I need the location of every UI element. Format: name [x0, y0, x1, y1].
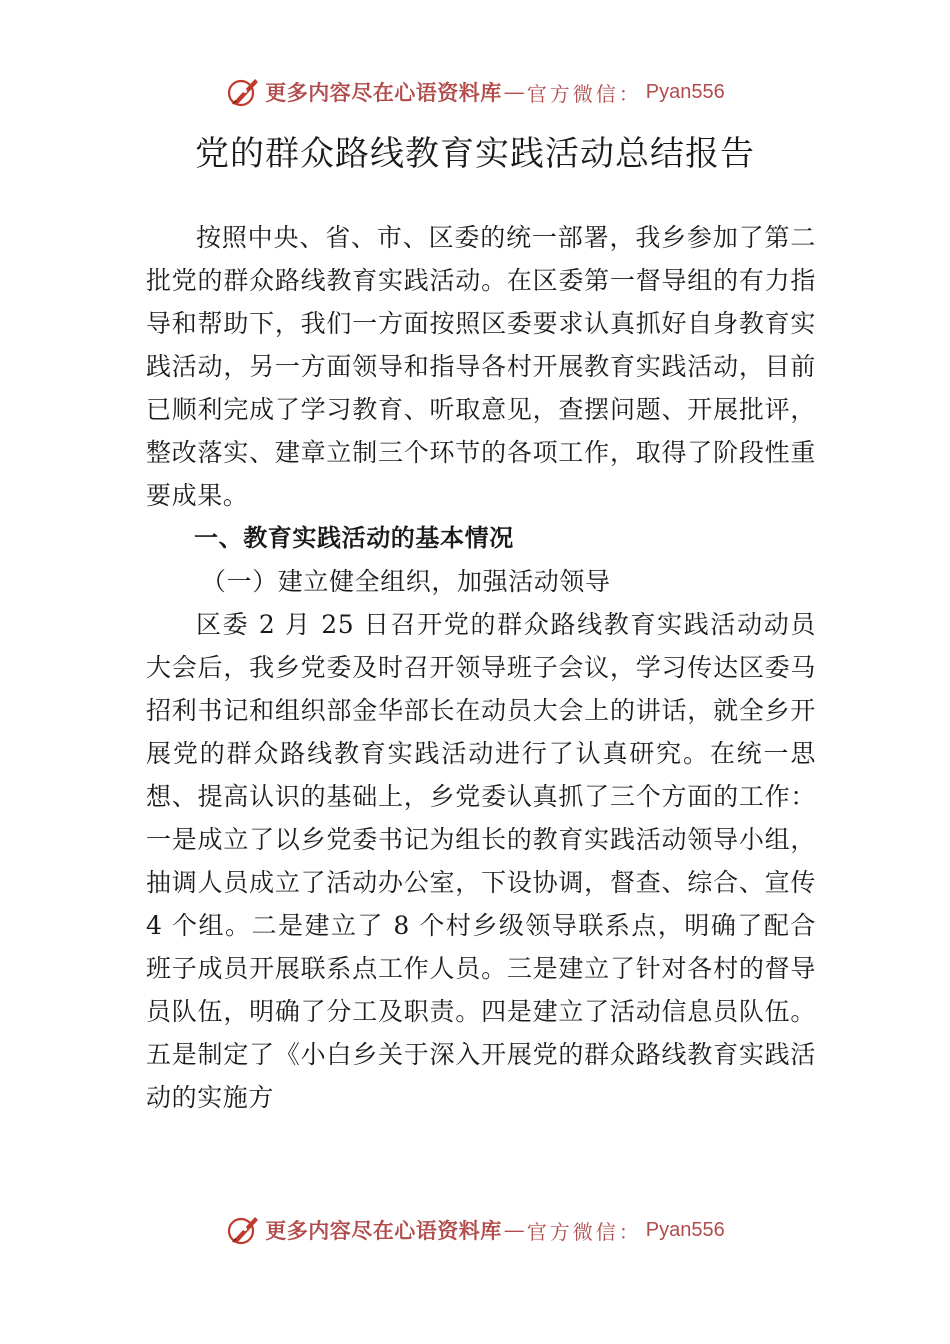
banner-text: 更多内容尽在心语资料库: [265, 1218, 502, 1243]
section-heading: 一、教育实践活动的基本情况: [194, 524, 514, 552]
banner-wechat-label: 官方微信：: [526, 1219, 642, 1244]
pen-logo-icon: [225, 74, 261, 110]
document-body: [146, 216, 816, 1119]
banner-wechat-label: 官方微信：: [526, 81, 642, 106]
banner-text: 更多内容尽在心语资料库: [265, 80, 502, 105]
paragraph-intro: 按照中央、省、市、区委的统一部署，我乡参加了第二批党的群众路线教育实践活动。在区委第一督导组的有力指导和帮助下，我们一方面按照区委要求认真抓好自身教育实践活动，另一方面领导和指导各村开展教育实践活动，目前已顺利完成了学习教育、听取意见，查摆问题、开展批评，整改落实、建章立制三个环节的各项工作，取得了阶段性重要成果。: [146, 223, 816, 510]
header-banner: [0, 72, 950, 112]
subsection-heading: （一）建立健全组织，加强活动领导: [201, 567, 611, 596]
banner-wechat-id: Pyan556: [645, 80, 725, 103]
banner-wechat-id: Pyan556: [645, 1218, 725, 1241]
document-title: 党的群众路线教育实践活动总结报告: [195, 134, 755, 174]
footer-banner: [0, 1210, 950, 1250]
pen-logo-icon: [225, 1212, 261, 1248]
paragraph-body: 区委 2 月 25 日召开党的群众路线教育实践活动动员大会后，我乡党委及时召开领导班子会议，学习传达区委马招利书记和组织部金华部长在动员大会上的讲话，就全乡开展党的群众路线教育实践活动进行了认真研究。在统一思想、提高认识的基础上，乡党委认真抓了三个方面的工作：一是成立了以乡党委书记为组长的教育实践活动领导小组，抽调人员成立了活动办公室，下设协调，督查、综合、宣传 4 个组。二是建立了 8 个村乡级领导联系点，明确了配合班子成员开展联系点工作人员。三是建立了针对各村的督导员队伍，明确了分工及职责。四是建立了活动信息员队伍。五是制定了《小白乡关于深入开展党的群众路线教育实践活动的实施方: [146, 610, 816, 1112]
banner-separator: —: [503, 80, 525, 104]
banner-separator: —: [503, 1218, 525, 1242]
